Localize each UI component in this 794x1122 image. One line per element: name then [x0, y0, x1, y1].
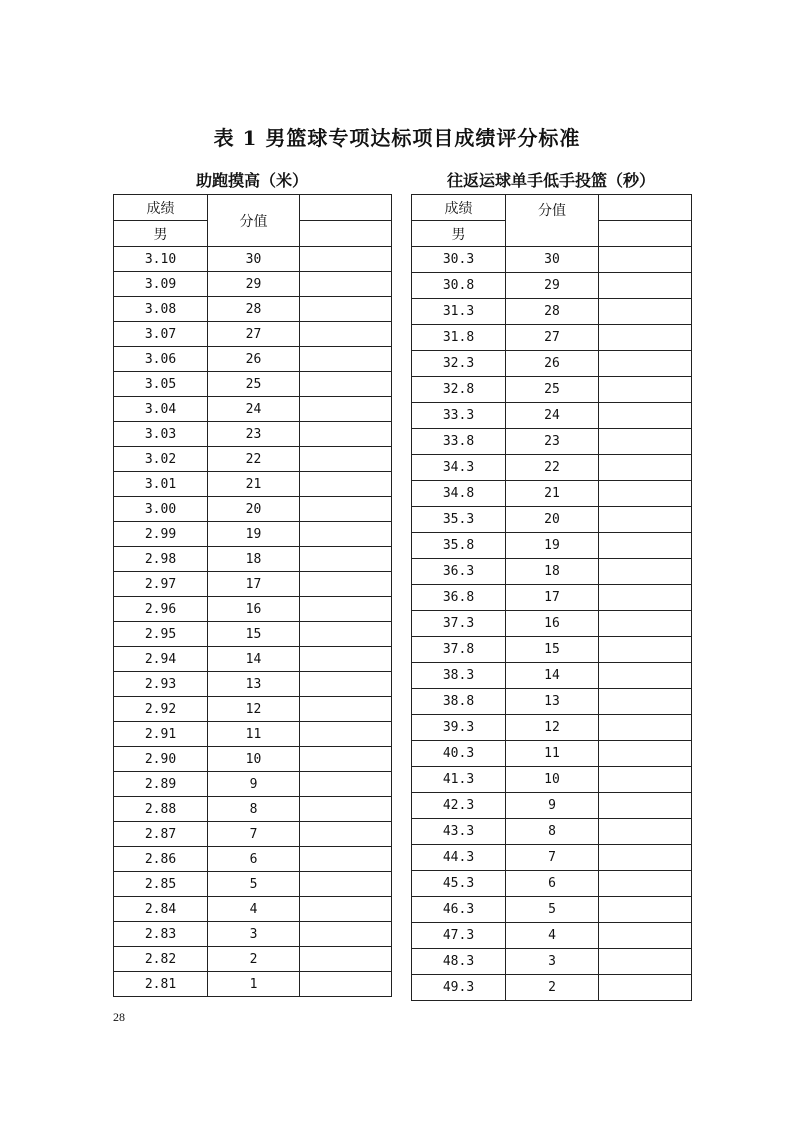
blank-cell [300, 522, 392, 547]
score-cell: 2.84 [114, 897, 208, 922]
table-row [412, 273, 692, 299]
points-cell: 27 [208, 322, 300, 347]
points-cell: 20 [506, 507, 599, 533]
score-cell: 49.3 [412, 975, 506, 1001]
blank-cell [300, 972, 392, 997]
header-gender: 男 [114, 221, 208, 247]
blank-cell [599, 429, 692, 455]
table-row [114, 522, 392, 547]
table-row [412, 975, 692, 1001]
score-cell: 2.88 [114, 797, 208, 822]
blank-cell [599, 507, 692, 533]
score-cell: 38.8 [412, 689, 506, 715]
table-row [412, 949, 692, 975]
score-cell: 2.83 [114, 922, 208, 947]
points-cell: 7 [506, 845, 599, 871]
score-cell: 2.94 [114, 647, 208, 672]
score-cell: 43.3 [412, 819, 506, 845]
table-row [412, 585, 692, 611]
table-row [412, 351, 692, 377]
score-cell: 38.3 [412, 663, 506, 689]
table-row [114, 247, 392, 272]
header-blank [599, 221, 692, 247]
score-cell: 35.3 [412, 507, 506, 533]
score-cell: 31.3 [412, 299, 506, 325]
blank-cell [300, 897, 392, 922]
points-cell: 22 [506, 455, 599, 481]
blank-cell [599, 689, 692, 715]
score-cell: 3.00 [114, 497, 208, 522]
table-row [114, 897, 392, 922]
points-cell: 25 [208, 372, 300, 397]
blank-cell [599, 351, 692, 377]
blank-cell [599, 637, 692, 663]
points-cell: 8 [208, 797, 300, 822]
points-cell: 23 [208, 422, 300, 447]
score-cell: 3.01 [114, 472, 208, 497]
score-cell: 2.81 [114, 972, 208, 997]
blank-cell [599, 663, 692, 689]
table-row [114, 547, 392, 572]
score-cell: 32.8 [412, 377, 506, 403]
table-row [412, 715, 692, 741]
points-cell: 18 [506, 559, 599, 585]
blank-cell [599, 559, 692, 585]
blank-cell [300, 297, 392, 322]
table-row [412, 819, 692, 845]
table-row [114, 672, 392, 697]
table-row [412, 247, 692, 273]
table-row [412, 663, 692, 689]
points-cell: 2 [506, 975, 599, 1001]
table-row [114, 397, 392, 422]
table-row [412, 793, 692, 819]
table-body [412, 247, 692, 1001]
table-row [114, 872, 392, 897]
blank-cell [599, 455, 692, 481]
points-cell: 15 [208, 622, 300, 647]
table-row [114, 497, 392, 522]
blank-cell [599, 897, 692, 923]
points-cell: 10 [506, 767, 599, 793]
table-subtitle-dribble-layup: 往返运球单手低手投篮（秒） [446, 171, 655, 190]
score-cell: 30.3 [412, 247, 506, 273]
page-number: 28 [113, 1010, 125, 1024]
blank-cell [300, 347, 392, 372]
table-row [114, 747, 392, 772]
blank-cell [300, 672, 392, 697]
score-cell: 3.04 [114, 397, 208, 422]
points-cell: 15 [506, 637, 599, 663]
blank-cell [599, 481, 692, 507]
blank-cell [300, 722, 392, 747]
score-cell: 30.8 [412, 273, 506, 299]
blank-cell [599, 273, 692, 299]
blank-cell [599, 845, 692, 871]
points-cell: 6 [208, 847, 300, 872]
table-row [114, 572, 392, 597]
table-row [114, 922, 392, 947]
score-cell: 2.99 [114, 522, 208, 547]
blank-cell [599, 299, 692, 325]
points-cell: 25 [506, 377, 599, 403]
points-cell: 23 [506, 429, 599, 455]
table-row [114, 822, 392, 847]
header-row [412, 195, 692, 221]
table-row [412, 429, 692, 455]
table-row [412, 481, 692, 507]
table-row [114, 422, 392, 447]
header-blank [599, 195, 692, 221]
points-cell: 14 [506, 663, 599, 689]
points-cell: 30 [506, 247, 599, 273]
table-row [114, 472, 392, 497]
table-row [412, 923, 692, 949]
score-cell: 3.03 [114, 422, 208, 447]
points-cell: 28 [208, 297, 300, 322]
table-row [114, 847, 392, 872]
blank-cell [599, 715, 692, 741]
document-title: 表 1 男篮球专项达标项目成绩评分标准 [213, 126, 581, 150]
points-cell: 2 [208, 947, 300, 972]
points-cell: 14 [208, 647, 300, 672]
table-subtitle-running-touch-height: 助跑摸高（米） [195, 171, 308, 190]
blank-cell [599, 611, 692, 637]
points-cell: 29 [208, 272, 300, 297]
blank-cell [599, 741, 692, 767]
header-blank [300, 195, 392, 221]
points-cell: 5 [506, 897, 599, 923]
points-cell: 21 [208, 472, 300, 497]
blank-cell [599, 585, 692, 611]
points-cell: 7 [208, 822, 300, 847]
points-cell: 20 [208, 497, 300, 522]
points-cell: 16 [506, 611, 599, 637]
blank-cell [599, 377, 692, 403]
header-score: 成绩 [114, 195, 208, 221]
header-score: 成绩 [412, 195, 506, 221]
blank-cell [300, 647, 392, 672]
score-cell: 32.3 [412, 351, 506, 377]
header-blank [300, 221, 392, 247]
points-cell: 5 [208, 872, 300, 897]
table-row [412, 507, 692, 533]
score-cell: 2.96 [114, 597, 208, 622]
table-row [114, 972, 392, 997]
table-row [412, 871, 692, 897]
score-cell: 44.3 [412, 845, 506, 871]
points-cell: 26 [208, 347, 300, 372]
table-row [412, 455, 692, 481]
blank-cell [300, 472, 392, 497]
blank-cell [300, 597, 392, 622]
score-cell: 3.07 [114, 322, 208, 347]
blank-cell [300, 422, 392, 447]
score-cell: 2.85 [114, 872, 208, 897]
score-cell: 33.8 [412, 429, 506, 455]
table-row [412, 897, 692, 923]
blank-cell [300, 547, 392, 572]
table-row [114, 447, 392, 472]
score-cell: 42.3 [412, 793, 506, 819]
points-cell: 27 [506, 325, 599, 351]
blank-cell [599, 975, 692, 1001]
score-cell: 2.82 [114, 947, 208, 972]
blank-cell [300, 572, 392, 597]
points-cell: 22 [208, 447, 300, 472]
score-cell: 2.86 [114, 847, 208, 872]
table-row [114, 722, 392, 747]
score-cell: 39.3 [412, 715, 506, 741]
points-cell: 26 [506, 351, 599, 377]
score-cell: 36.8 [412, 585, 506, 611]
score-cell: 40.3 [412, 741, 506, 767]
blank-cell [599, 533, 692, 559]
score-cell: 2.90 [114, 747, 208, 772]
score-cell: 2.98 [114, 547, 208, 572]
table-row [412, 689, 692, 715]
table-row [114, 947, 392, 972]
blank-cell [300, 697, 392, 722]
blank-cell [300, 822, 392, 847]
score-cell: 35.8 [412, 533, 506, 559]
table-row [114, 647, 392, 672]
blank-cell [300, 497, 392, 522]
score-cell: 3.10 [114, 247, 208, 272]
blank-cell [599, 325, 692, 351]
points-cell: 13 [506, 689, 599, 715]
points-cell: 10 [208, 747, 300, 772]
score-cell: 2.89 [114, 772, 208, 797]
blank-cell [300, 872, 392, 897]
blank-cell [300, 397, 392, 422]
blank-cell [300, 922, 392, 947]
score-cell: 37.3 [412, 611, 506, 637]
score-cell: 36.3 [412, 559, 506, 585]
table-row [412, 741, 692, 767]
score-cell: 3.02 [114, 447, 208, 472]
points-cell: 9 [208, 772, 300, 797]
table-row [114, 622, 392, 647]
table-row [412, 299, 692, 325]
score-cell: 46.3 [412, 897, 506, 923]
blank-cell [599, 819, 692, 845]
blank-cell [300, 322, 392, 347]
header-gender: 男 [412, 221, 506, 247]
blank-cell [599, 871, 692, 897]
table-row [114, 772, 392, 797]
points-cell: 9 [506, 793, 599, 819]
blank-cell [300, 947, 392, 972]
points-cell: 17 [506, 585, 599, 611]
blank-cell [599, 793, 692, 819]
score-cell: 34.8 [412, 481, 506, 507]
points-cell: 18 [208, 547, 300, 572]
points-cell: 12 [208, 697, 300, 722]
points-cell: 6 [506, 871, 599, 897]
table-row [114, 597, 392, 622]
table-row [114, 347, 392, 372]
table-row [412, 767, 692, 793]
points-cell: 11 [208, 722, 300, 747]
blank-cell [300, 847, 392, 872]
score-cell: 2.91 [114, 722, 208, 747]
points-cell: 24 [208, 397, 300, 422]
table-row [114, 297, 392, 322]
table-row [114, 797, 392, 822]
score-cell: 3.09 [114, 272, 208, 297]
points-cell: 3 [506, 949, 599, 975]
points-cell: 29 [506, 273, 599, 299]
blank-cell [300, 272, 392, 297]
table-row [114, 322, 392, 347]
blank-cell [300, 622, 392, 647]
score-cell: 31.8 [412, 325, 506, 351]
points-cell: 4 [208, 897, 300, 922]
points-cell: 3 [208, 922, 300, 947]
points-cell: 24 [506, 403, 599, 429]
blank-cell [300, 772, 392, 797]
points-cell: 28 [506, 299, 599, 325]
blank-cell [300, 372, 392, 397]
points-cell: 13 [208, 672, 300, 697]
score-cell: 45.3 [412, 871, 506, 897]
table-row [412, 403, 692, 429]
blank-cell [300, 797, 392, 822]
table-row [412, 845, 692, 871]
table-row [412, 559, 692, 585]
points-cell: 11 [506, 741, 599, 767]
score-cell: 37.8 [412, 637, 506, 663]
points-cell: 12 [506, 715, 599, 741]
score-cell: 2.95 [114, 622, 208, 647]
score-cell: 3.08 [114, 297, 208, 322]
points-cell: 16 [208, 597, 300, 622]
table-row [412, 325, 692, 351]
score-table-dribble-layup [411, 194, 692, 1001]
score-cell: 48.3 [412, 949, 506, 975]
blank-cell [300, 747, 392, 772]
table-row [412, 533, 692, 559]
table-row [412, 611, 692, 637]
points-cell: 17 [208, 572, 300, 597]
score-cell: 33.3 [412, 403, 506, 429]
score-cell: 2.93 [114, 672, 208, 697]
score-cell: 2.92 [114, 697, 208, 722]
score-cell: 2.97 [114, 572, 208, 597]
table-row [114, 272, 392, 297]
header-points: 分值 [506, 195, 599, 247]
header-points: 分值 [208, 195, 300, 247]
score-cell: 3.06 [114, 347, 208, 372]
points-cell: 21 [506, 481, 599, 507]
points-cell: 19 [208, 522, 300, 547]
points-cell: 1 [208, 972, 300, 997]
score-cell: 41.3 [412, 767, 506, 793]
blank-cell [599, 403, 692, 429]
score-cell: 34.3 [412, 455, 506, 481]
blank-cell [300, 447, 392, 472]
score-cell: 2.87 [114, 822, 208, 847]
table-row [412, 637, 692, 663]
blank-cell [599, 923, 692, 949]
blank-cell [300, 247, 392, 272]
table-row [114, 697, 392, 722]
score-table-running-touch-height [113, 194, 392, 997]
table-body [114, 247, 392, 997]
points-cell: 30 [208, 247, 300, 272]
table-row [412, 377, 692, 403]
blank-cell [599, 247, 692, 273]
blank-cell [599, 949, 692, 975]
score-cell: 47.3 [412, 923, 506, 949]
table-row [114, 372, 392, 397]
points-cell: 4 [506, 923, 599, 949]
header-row [114, 195, 392, 221]
score-cell: 3.05 [114, 372, 208, 397]
points-cell: 8 [506, 819, 599, 845]
points-cell: 19 [506, 533, 599, 559]
blank-cell [599, 767, 692, 793]
